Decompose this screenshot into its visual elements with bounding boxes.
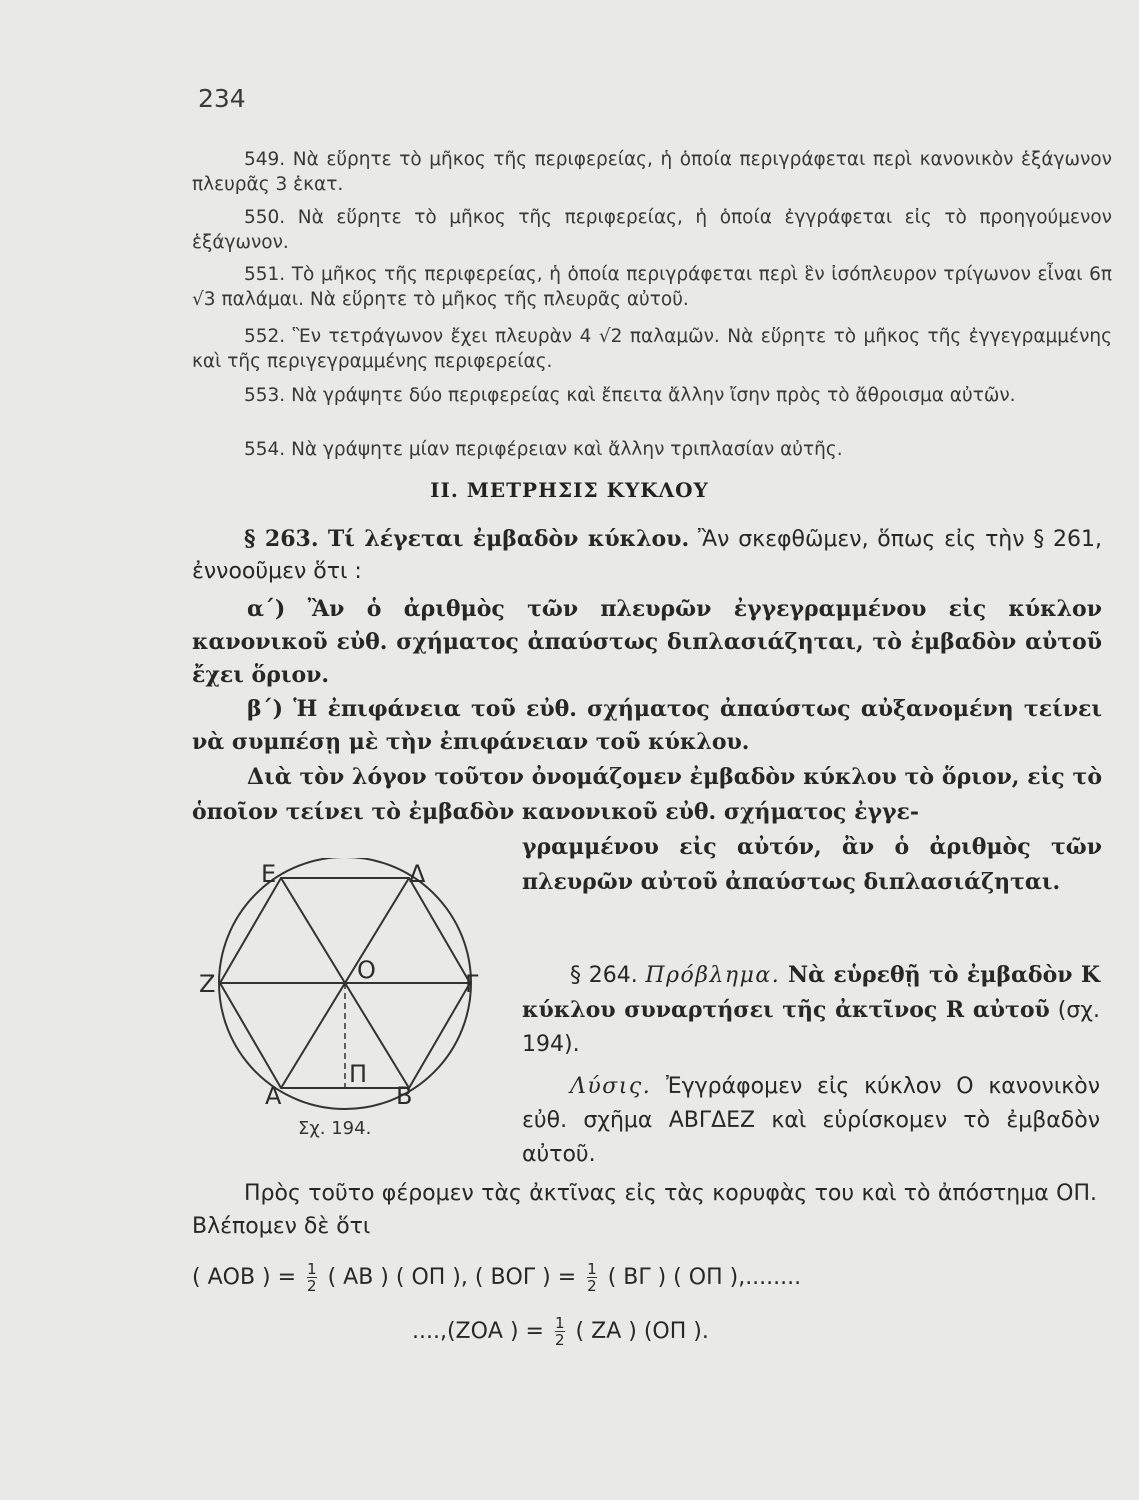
formula-line-2: ....,(ΖΟΑ ) = $\frac{1}{2}$ ( ΖΑ ) (ΟΠ ). xyxy=(412,1314,709,1349)
item-b: β΄) Ἡ ἐπιφάνεια τοῦ εὐθ. σχήματος ἀπαύστως αὐξανομένη τείνει νὰ συμπέσῃ μὲ τὴν ἐπιφάνειαν τοῦ κύκλου. xyxy=(192,696,1102,755)
fraction-half: $\frac{1}{2}$ xyxy=(587,1260,597,1295)
section-heading: ΙΙ. ΜΕΤΡΗΣΙΣ ΚΥΚΛΟΥ xyxy=(430,478,709,502)
exercise-549: 549. Νὰ εὕρητε τὸ μῆκος τῆς περιφερείας, ἡ ὁποία περιγράφεται περὶ κανονικὸν ἑξάγωνον πλευρᾶς 3 ἑκατ. xyxy=(192,149,1112,195)
paragraph-264: § 264. Πρόβλημα. Νὰ εὑρεθῇ τὸ ἐμβαδὸν Κ κύκλου συναρτήσει τῆς ἀκτῖνος R αὐτοῦ (σχ. 194). xyxy=(522,962,1100,1057)
paragraph-263-text: Ἂν σκεφθῶμεν, ὅπως εἰς τὴν § 261, ἐννοοῦμεν ὅτι : xyxy=(192,527,1103,584)
exercise-551: 551. Τὸ μῆκος τῆς περιφερείας, ἡ ὁποία περιγράφεται περὶ ἓν ἰσόπλευρον τρίγωνον εἶναι 6π √3 παλάμαι. Νὰ εὕρητε τὸ μῆκος τῆς πλευρᾶς αὐτοῦ. xyxy=(192,264,1112,310)
definition-paragraph: Διὰ τὸν λόγον τοῦτον ὀνομάζομεν ἐμβαδὸν κύκλου τὸ ὅριον, εἰς τὸ ὁποῖον τείνει τὸ ἐμβαδὸν κανονικοῦ εὐθ. σχήματος ἐγγε- xyxy=(192,764,1102,825)
problem-word: Πρόβλημα. xyxy=(645,963,781,988)
label-P: Π xyxy=(349,1060,368,1088)
fraction-half: $\frac{1}{2}$ xyxy=(307,1260,317,1295)
label-Z: Ζ xyxy=(199,970,216,998)
definition-continuation: γραμμένου εἰς αὐτόν, ἂν ὁ ἀριθμὸς τῶν πλευρῶν αὐτοῦ ἀπαύστως διπλασιάζηται. xyxy=(522,834,1102,895)
page-number: 234 xyxy=(198,84,246,113)
label-D: Δ xyxy=(409,860,426,888)
label-E: Ε xyxy=(261,860,277,888)
paragraph-263-title: § 263. Τί λέγεται ἐμβαδὸν κύκλου. xyxy=(244,526,690,552)
exercise-550: 550. Νὰ εὕρητε τὸ μῆκος τῆς περιφερείας, ἡ ὁποία ἐγγράφεται εἰς τὸ προηγούμενον ἑξάγωνον. xyxy=(192,207,1112,253)
solution-word: Λύσις. xyxy=(570,1074,652,1099)
radii-paragraph: Πρὸς τοῦτο φέρομεν τὰς ἀκτῖνας εἰς τὰς κορυφὰς του καὶ τὸ ἀπόστημα ΟΠ. Βλέπομεν δὲ ὅτι xyxy=(192,1181,1097,1239)
label-A: Α xyxy=(265,1082,282,1110)
formula-line-1: ( ΑΟΒ ) = $\frac{1}{2}$ ( ΑΒ ) ( ΟΠ ), ( ΒΟΓ ) = $\frac{1}{2}$ ( ΒΓ ) ( ΟΠ ),........ xyxy=(192,1260,802,1295)
figure-194 xyxy=(195,858,505,1118)
exercise-554: 554. Νὰ γράψητε μίαν περιφέρειαν καὶ ἄλλην τριπλασίαν αὐτῆς. xyxy=(244,439,843,460)
label-B: Β xyxy=(396,1082,413,1110)
exercise-553: 553. Νὰ γράψητε δύο περιφερείας καὶ ἔπειτα ἄλλην ἴσην πρὸς τὸ ἄθροισμα αὐτῶν. xyxy=(244,385,1016,406)
paragraph-263 xyxy=(192,523,1102,588)
solution-paragraph: Λύσις. Ἐγγράφομεν εἰς κύκλον Ο κανονικὸν εὐθ. σχῆμα ΑΒΓΔΕΖ καὶ εὑρίσκομεν τὸ ἐμβαδὸν αὐτοῦ. xyxy=(522,1074,1100,1167)
exercise-552: 552. Ἓν τετράγωνον ἔχει πλευρὰν 4 √2 παλαμῶν. Νὰ εὕρητε τὸ μῆκος τῆς ἐγγεγραμμένης καὶ τῆς περιγεγραμμένης περιφερείας. xyxy=(192,326,1112,372)
fraction-half: $\frac{1}{2}$ xyxy=(555,1314,565,1349)
label-G: Γ xyxy=(465,970,479,998)
figure-caption: Σχ. 194. xyxy=(298,1118,372,1139)
label-O: Ο xyxy=(357,956,376,984)
item-a: α΄) Ἂν ὁ ἀριθμὸς τῶν πλευρῶν ἐγγεγραμμένου εἰς κύκλον κανονικοῦ εὐθ. σχήματος ἀπαύστως διπλασιάζηται, τὸ ἐμβαδὸν αὐτοῦ ἔχει ὅριον. xyxy=(192,596,1102,688)
